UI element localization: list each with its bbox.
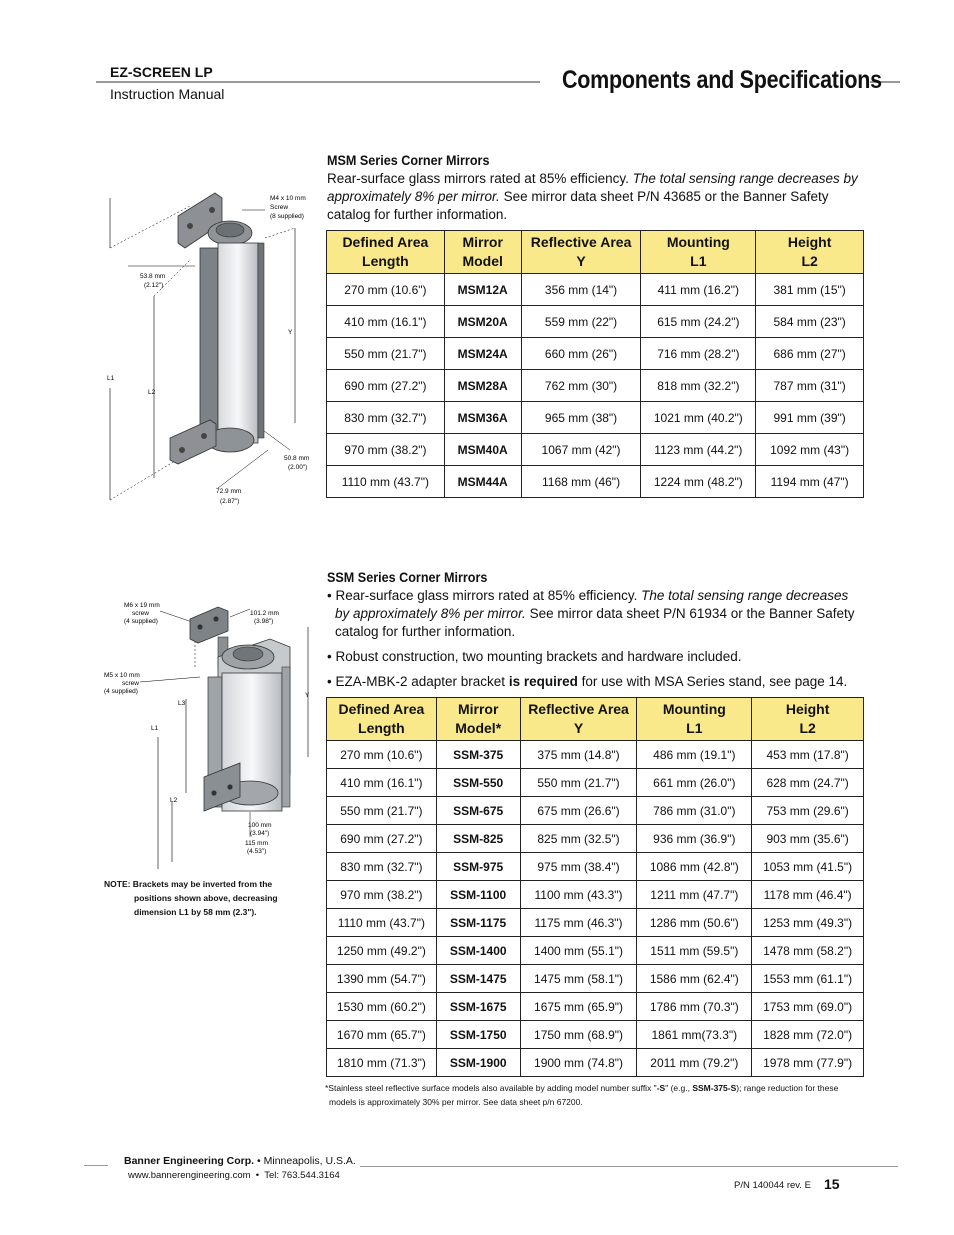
ssm-table-row <box>327 965 864 993</box>
msm-table-cell: 411 mm (16.2") <box>641 274 756 306</box>
msm-table-cell: 381 mm (15") <box>756 274 864 306</box>
ssm-table-cell: 410 mm (16.1") <box>327 769 437 797</box>
ssm-header-cell: Mounting L1 <box>637 698 752 741</box>
msm-table-cell: 410 mm (16.1") <box>327 306 445 338</box>
ssm-table-cell: 1286 mm (50.6") <box>637 909 752 937</box>
msm-table-cell: 716 mm (28.2") <box>641 338 756 370</box>
ssm-header-cell: Height L2 <box>752 698 864 741</box>
ssm-b3-pre: EZA-MBK-2 adapter bracket <box>335 674 506 689</box>
msm-table-cell: MSM12A <box>444 274 521 306</box>
ssm-table-cell: SSM-975 <box>436 853 520 881</box>
footer-rule-left <box>84 1165 108 1166</box>
msm-table-cell: 1224 mm (48.2") <box>641 466 756 498</box>
svg-text:(2.87"): (2.87") <box>220 498 240 505</box>
ssm-table-cell: 1828 mm (72.0") <box>752 1021 864 1049</box>
ssm-table-cell: 550 mm (21.7") <box>327 797 437 825</box>
page-title: Components and Specifications <box>562 66 882 94</box>
ssm-table-cell: 690 mm (27.2") <box>327 825 437 853</box>
msm-table-cell: 559 mm (22") <box>521 306 641 338</box>
msm-header-cell: Reflective Area Y <box>521 231 641 274</box>
header-rule-left <box>96 81 540 83</box>
msm-table-cell: 270 mm (10.6") <box>327 274 445 306</box>
msm-table-row <box>327 466 864 498</box>
ssm-table-row <box>327 1021 864 1049</box>
ssm-spec-table <box>326 697 864 1077</box>
footer-part-number: P/N 140044 rev. E <box>734 1180 811 1191</box>
msm-table-cell: 660 mm (26") <box>521 338 641 370</box>
msm-table-cell: MSM36A <box>444 402 521 434</box>
ssm-table-cell: 675 mm (26.6") <box>520 797 637 825</box>
ssm-bullet-1: • Rear-surface glass mirrors rated at 85% efficiency. The total sensing range decreases by approximately 8% per mirror. See mirror data sheet P/N 61934 or the Banner Safety catalog for further information. <box>327 588 855 639</box>
svg-text:(4.53"): (4.53") <box>247 848 267 855</box>
msm-table-row <box>327 434 864 466</box>
msm-table-cell: 584 mm (23") <box>756 306 864 338</box>
ssm-table-cell: 1675 mm (65.9") <box>520 993 637 1021</box>
ssm-table-cell: 1250 mm (49.2") <box>327 937 437 965</box>
ssm-table-cell: 786 mm (31.0") <box>637 797 752 825</box>
ssm-table-cell: 1810 mm (71.3") <box>327 1049 437 1077</box>
ssm-table-cell: 1511 mm (59.5") <box>637 937 752 965</box>
ssm-table-cell: SSM-1175 <box>436 909 520 937</box>
ssm-b1-rest: See mirror data sheet P/N 61934 or the Banner Safety catalog for further information. <box>335 606 855 639</box>
ssm-table-cell: 1861 mm(73.3") <box>637 1021 752 1049</box>
ssm-table-cell: 1978 mm (77.9") <box>752 1049 864 1077</box>
msm-section-title: MSM Series Corner Mirrors <box>327 152 490 168</box>
ssm-table-cell: 825 mm (32.5") <box>520 825 637 853</box>
ssm-bullet-3: • EZA-MBK-2 adapter bracket is required for use with MSA Series stand, see page 14. <box>327 674 848 689</box>
ssm-label-l1: L1 <box>151 725 159 732</box>
msm-dim-base: 72.9 mm <box>216 488 242 495</box>
ssm-table-cell: 1175 mm (46.3") <box>520 909 637 937</box>
ssm-table-cell: SSM-1750 <box>436 1021 520 1049</box>
msm-table-cell: MSM28A <box>444 370 521 402</box>
svg-text:screw: screw <box>132 610 149 617</box>
msm-desc-plain: Rear-surface glass mirrors rated at 85% efficiency. <box>327 171 629 186</box>
ssm-screw1-label: M6 x 19 mm <box>124 602 160 609</box>
msm-table-cell: 970 mm (38.2") <box>327 434 445 466</box>
ssm-table-cell: 1586 mm (62.4") <box>637 965 752 993</box>
msm-table-cell: 818 mm (32.2") <box>641 370 756 402</box>
msm-table-cell: 1067 mm (42") <box>521 434 641 466</box>
ssm-table-cell: 975 mm (38.4") <box>520 853 637 881</box>
ssm-table-row <box>327 909 864 937</box>
ssm-header-cell: Defined Area Length <box>327 698 437 741</box>
svg-text:(4 supplied): (4 supplied) <box>124 618 158 625</box>
msm-table-cell: 830 mm (32.7") <box>327 402 445 434</box>
ssm-table-cell: 628 mm (24.7") <box>752 769 864 797</box>
msm-screw-label: M4 x 10 mm <box>270 195 306 202</box>
ssm-table-cell: SSM-375 <box>436 741 520 769</box>
msm-table-cell: 690 mm (27.2") <box>327 370 445 402</box>
ssm-table-cell: 1750 mm (68.9") <box>520 1021 637 1049</box>
msm-table-cell: 1110 mm (43.7") <box>327 466 445 498</box>
msm-table-row <box>327 370 864 402</box>
ssm-table-cell: 936 mm (36.9") <box>637 825 752 853</box>
msm-table-cell: 965 mm (38") <box>521 402 641 434</box>
msm-description <box>327 170 862 224</box>
footer-rule-right <box>360 1166 898 1167</box>
ssm-bullet-2: • Robust construction, two mounting brackets and hardware included. <box>327 649 742 664</box>
msm-table-cell: MSM20A <box>444 306 521 338</box>
ssm-table-row <box>327 1049 864 1077</box>
ssm-table-row <box>327 741 864 769</box>
msm-table-cell: 1123 mm (44.2") <box>641 434 756 466</box>
ssm-table-cell: 1053 mm (41.5") <box>752 853 864 881</box>
ssm-table-cell: SSM-1675 <box>436 993 520 1021</box>
msm-label-l1: L1 <box>107 375 115 382</box>
msm-header-cell: Mirror Model <box>444 231 521 274</box>
ssm-table-cell: 1253 mm (49.3") <box>752 909 864 937</box>
ssm-b3-bold: is required <box>508 674 578 689</box>
ssm-table-row <box>327 853 864 881</box>
svg-text:(3.98"): (3.98") <box>254 618 274 625</box>
ssm-table-row <box>327 797 864 825</box>
ssm-table-cell: 753 mm (29.6") <box>752 797 864 825</box>
ssm-label-y: Y <box>305 692 310 699</box>
ssm-table-cell: 1110 mm (43.7") <box>327 909 437 937</box>
ssm-screw2-label: M5 x 10 mm <box>104 672 140 679</box>
ssm-table-cell: 1530 mm (60.2") <box>327 993 437 1021</box>
ssm-table-cell: SSM-1400 <box>436 937 520 965</box>
msm-table-row <box>327 338 864 370</box>
svg-text:(2.12"): (2.12") <box>144 282 164 289</box>
msm-table-cell: MSM44A <box>444 466 521 498</box>
ssm-table-cell: 830 mm (32.7") <box>327 853 437 881</box>
ssm-table-cell: 1786 mm (70.3") <box>637 993 752 1021</box>
msm-label-y: Y <box>288 329 293 336</box>
msm-table-cell: 615 mm (24.2") <box>641 306 756 338</box>
msm-desc-italic: The total sensing range decreases by approximately 8% per mirror. <box>327 171 858 204</box>
svg-text:screw: screw <box>122 680 139 687</box>
ssm-table-row <box>327 993 864 1021</box>
msm-mirror-diagram <box>100 188 320 518</box>
msm-spec-table <box>326 230 864 498</box>
ssm-table-cell: 1390 mm (54.7") <box>327 965 437 993</box>
ssm-label-l2: L2 <box>170 797 178 804</box>
ssm-b3-post: for use with MSA Series stand, see page 14. <box>581 674 848 689</box>
ssm-footnote: *Stainless steel reflective surface models also available by adding model number suffix "-S" (e.g., SSM-375-S); range reduction for these models is approximately 30% per mirror. See data sheet p/n 67200. <box>325 1083 839 1107</box>
ssm-table-row <box>327 825 864 853</box>
msm-table-cell: 1092 mm (43") <box>756 434 864 466</box>
ssm-table-cell: 1086 mm (42.8") <box>637 853 752 881</box>
ssm-header-row <box>327 698 864 741</box>
msm-header-cell: Defined Area Length <box>327 231 445 274</box>
ssm-table-cell: 453 mm (17.8") <box>752 741 864 769</box>
ssm-table-cell: 2011 mm (79.2") <box>637 1049 752 1077</box>
ssm-b1-plain: Rear-surface glass mirrors rated at 85% efficiency. <box>335 588 638 603</box>
msm-header-row <box>327 231 864 274</box>
footer-company: Banner Engineering Corp. • Minneapolis, U.S.A. <box>124 1155 356 1167</box>
ssm-table-cell: SSM-550 <box>436 769 520 797</box>
msm-table-cell: 991 mm (39") <box>756 402 864 434</box>
msm-table-cell: 1168 mm (46") <box>521 466 641 498</box>
msm-table-cell: 550 mm (21.7") <box>327 338 445 370</box>
msm-desc-rest: See mirror data sheet P/N 43685 or the Banner Safety catalog for further information. <box>327 189 829 222</box>
ssm-table-cell: 375 mm (14.8") <box>520 741 637 769</box>
ssm-header-cell: Mirror Model* <box>436 698 520 741</box>
msm-table-cell: MSM24A <box>444 338 521 370</box>
msm-header-cell: Mounting L1 <box>641 231 756 274</box>
ssm-b2-text: Robust construction, two mounting brackets and hardware included. <box>335 649 742 664</box>
msm-table-cell: 356 mm (14") <box>521 274 641 306</box>
msm-table-cell: 762 mm (30") <box>521 370 641 402</box>
ssm-table-row <box>327 769 864 797</box>
ssm-table-cell: 970 mm (38.2") <box>327 881 437 909</box>
page-number: 15 <box>824 1176 840 1192</box>
ssm-dim-depth: 115 mm <box>245 840 268 847</box>
msm-header-cell: Height L2 <box>756 231 864 274</box>
svg-text:(8 supplied): (8 supplied) <box>270 213 304 220</box>
msm-table-cell: 1194 mm (47") <box>756 466 864 498</box>
msm-table-row <box>327 402 864 434</box>
ssm-b1-italic: The total sensing range decreases by approximately 8% per mirror. <box>335 588 849 621</box>
ssm-table-cell: 486 mm (19.1") <box>637 741 752 769</box>
ssm-table-cell: 903 mm (35.6") <box>752 825 864 853</box>
svg-text:(4 supplied): (4 supplied) <box>104 688 138 695</box>
ssm-section-title: SSM Series Corner Mirrors <box>327 569 488 585</box>
ssm-table-cell: 1475 mm (58.1") <box>520 965 637 993</box>
ssm-header-cell: Reflective Area Y <box>520 698 637 741</box>
ssm-mirror-diagram <box>100 597 320 877</box>
ssm-table-cell: 661 mm (26.0") <box>637 769 752 797</box>
product-name: EZ-SCREEN LP <box>110 64 213 80</box>
ssm-table-cell: 1178 mm (46.4") <box>752 881 864 909</box>
ssm-table-row <box>327 881 864 909</box>
ssm-label-l3: L3 <box>178 700 186 707</box>
msm-dim-width: 53.8 mm <box>140 273 166 280</box>
svg-text:(2.00"): (2.00") <box>288 464 308 471</box>
ssm-table-cell: 1478 mm (58.2") <box>752 937 864 965</box>
msm-table-row <box>327 306 864 338</box>
ssm-table-cell: SSM-1900 <box>436 1049 520 1077</box>
ssm-table-cell: SSM-825 <box>436 825 520 853</box>
svg-text:Screw: Screw <box>270 204 289 211</box>
ssm-table-cell: SSM-1475 <box>436 965 520 993</box>
msm-dim-depth: 50.8 mm <box>284 455 310 462</box>
msm-table-row <box>327 274 864 306</box>
msm-table-cell: 787 mm (31") <box>756 370 864 402</box>
msm-label-l2: L2 <box>148 389 156 396</box>
ssm-table-cell: 1211 mm (47.7") <box>637 881 752 909</box>
ssm-table-cell: 1753 mm (69.0") <box>752 993 864 1021</box>
msm-table-cell: 1021 mm (40.2") <box>641 402 756 434</box>
ssm-table-cell: 1900 mm (74.8") <box>520 1049 637 1077</box>
ssm-table-cell: 1670 mm (65.7") <box>327 1021 437 1049</box>
ssm-table-cell: 270 mm (10.6") <box>327 741 437 769</box>
ssm-dim-width: 101.2 mm <box>250 610 279 617</box>
ssm-table-cell: 1400 mm (55.1") <box>520 937 637 965</box>
manual-label: Instruction Manual <box>110 86 225 102</box>
msm-table-cell: MSM40A <box>444 434 521 466</box>
ssm-table-cell: 550 mm (21.7") <box>520 769 637 797</box>
ssm-table-cell: SSM-675 <box>436 797 520 825</box>
ssm-table-row <box>327 937 864 965</box>
msm-table-cell: 686 mm (27") <box>756 338 864 370</box>
ssm-dim-base: 100 mm <box>248 822 272 829</box>
svg-text:(3.94"): (3.94") <box>250 830 270 837</box>
footer-web: www.bannerengineering.com • Tel: 763.544.3164 <box>128 1170 340 1181</box>
ssm-table-cell: SSM-1100 <box>436 881 520 909</box>
ssm-table-cell: 1553 mm (61.1") <box>752 965 864 993</box>
ssm-table-cell: 1100 mm (43.3") <box>520 881 637 909</box>
bracket-note: NOTE: Brackets may be inverted from the positions shown above, decreasing dimension L1 by 58 mm (2.3"). <box>104 879 278 917</box>
